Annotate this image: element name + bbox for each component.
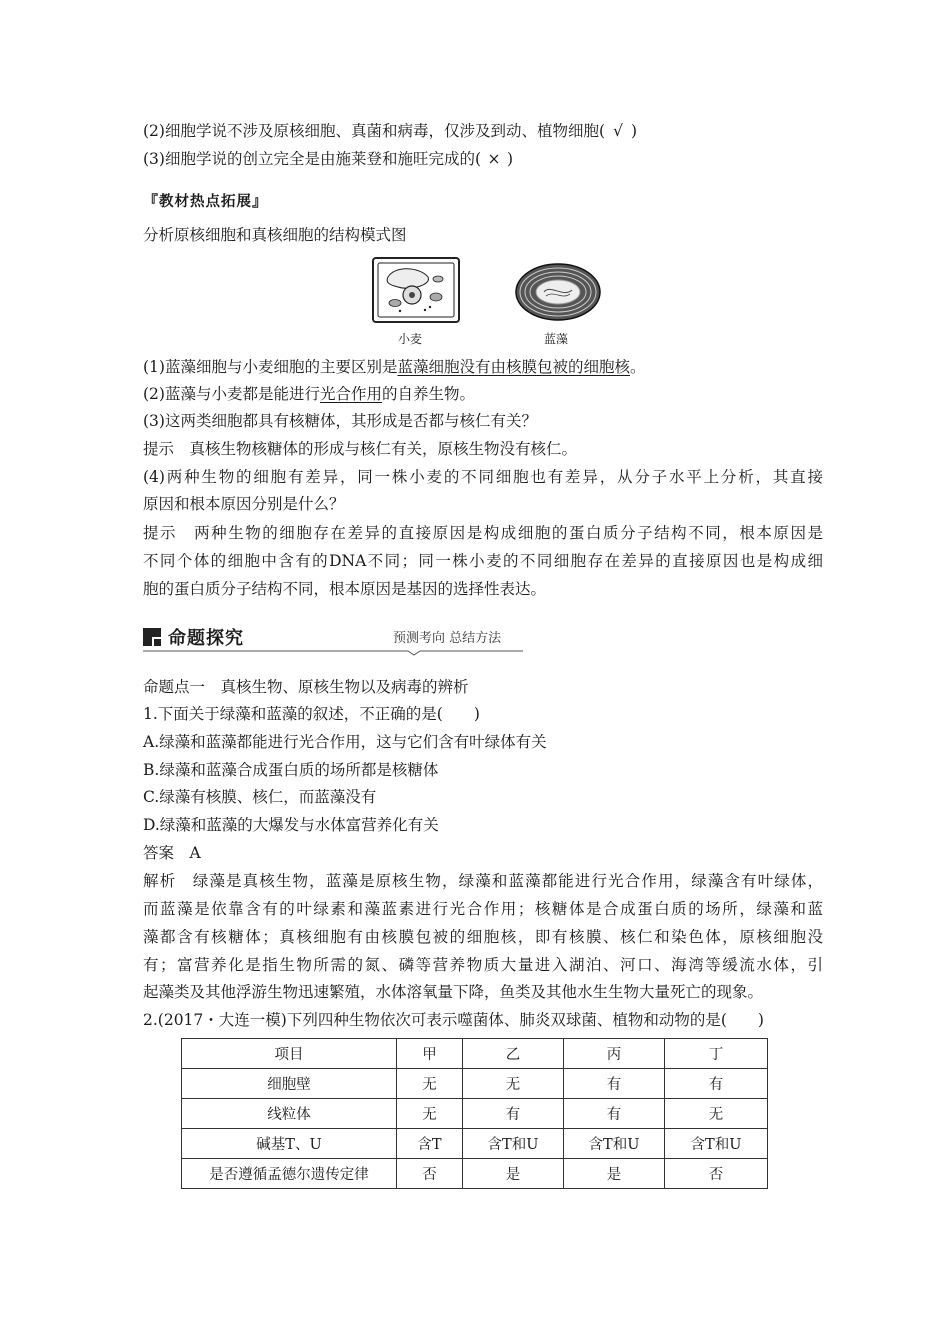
- question-1-explanation-2: 而蓝藻是依靠含有的叶绿素和藻蓝素进行光合作用；核糖体是合成蛋白质的场所，绿藻和蓝: [143, 900, 823, 918]
- analysis-q1-answer: 蓝藻细胞没有由核膜包被的细胞核: [397, 358, 630, 376]
- proposition-point-1: 命题点一 真核生物、原核生物以及病毒的辨析: [143, 678, 469, 696]
- statement-3: [143, 149, 513, 169]
- section-bracket-open: 『: [143, 192, 160, 210]
- analysis-intro: 分析原核细胞和真核细胞的结构模式图: [143, 226, 407, 244]
- banner-subtitle: 预测考向 总结方法: [393, 631, 502, 646]
- check-mark: √: [613, 122, 623, 140]
- cyanobacteria-cell-diagram: [514, 262, 602, 322]
- table-row: [182, 1129, 768, 1159]
- table-cell: 无: [397, 1099, 463, 1129]
- analysis-hint4-line1: 提示 两种生物的细胞存在差异的直接原因是构成细胞的蛋白质分子结构不同，根本原因是: [143, 524, 823, 542]
- table-cell: 含T和U: [463, 1129, 564, 1159]
- statement-2-close: ): [631, 122, 638, 140]
- statement-2: [143, 121, 637, 141]
- table-cell: 细胞壁: [182, 1069, 397, 1099]
- table-cell: 无: [397, 1069, 463, 1099]
- table-cell: 含T和U: [564, 1129, 665, 1159]
- analysis-hint4-line2: 不同个体的细胞中含有的DNA不同；同一株小麦的不同细胞存在差异的直接原因也是构成细: [143, 552, 823, 570]
- table-header-cell: 甲: [397, 1039, 463, 1069]
- question-2-stem: 2.(2017・大连一模)下列四种生物依次可表示噬菌体、肺炎双球菌、植物和动物的是( ): [143, 1011, 764, 1029]
- banner-square-icon: [143, 628, 161, 646]
- table-cell: 是否遵循孟德尔遗传定律: [182, 1159, 397, 1189]
- table-header-cell: 乙: [463, 1039, 564, 1069]
- analysis-q1: [143, 357, 646, 377]
- table-cell: 有: [564, 1069, 665, 1099]
- analysis-hint3: 提示 真核生物核糖体的形成与核仁有关，原核生物没有核仁。: [143, 440, 578, 458]
- question-1-stem: 1.下面关于绿藻和蓝藻的叙述，不正确的是( ): [143, 705, 480, 723]
- table-cell: 无: [665, 1099, 768, 1129]
- table-header-row: [182, 1039, 768, 1069]
- table-cell: 碱基T、U: [182, 1129, 397, 1159]
- analysis-q3: (3)这两类细胞都具有核糖体，其形成是否都与核仁有关？: [143, 412, 537, 430]
- question-1-option-a: A.绿藻和蓝藻都能进行光合作用，这与它们含有叶绿体有关: [143, 733, 547, 751]
- banner-underline: [143, 648, 523, 656]
- section-heading: [143, 190, 268, 211]
- organism-comparison-table: [181, 1038, 768, 1189]
- analysis-q2-prefix: (2)蓝藻与小麦都是能进行: [143, 385, 320, 403]
- statement-2-text: (2)细胞学说不涉及原核细胞、真菌和病毒，仅涉及到动、植物细胞(: [143, 122, 606, 140]
- question-1-explanation-3: 藻都含有核糖体；真核细胞有由核膜包被的细胞核，即有核膜、核仁和染色体，原核细胞没: [143, 928, 823, 946]
- question-1-explanation-5: 起藻类及其他浮游生物迅速繁殖，水体溶氧量下降，鱼类及其他水生生物大量死亡的现象。: [143, 983, 764, 1001]
- table-cell: 有: [564, 1099, 665, 1129]
- wheat-cell-diagram: [370, 255, 462, 325]
- analysis-q4-line1: (4)两种生物的细胞有差异，同一株小麦的不同细胞也有差异，从分子水平上分析，其直接: [143, 468, 823, 486]
- analysis-q4-line2: 原因和根本原因分别是什么？: [143, 495, 345, 513]
- question-1-explanation-4: 有；富营养化是指生物所需的氮、磷等营养物质大量进入湖泊、河口、海湾等缓流水体，引: [143, 956, 823, 974]
- section-title: 教材热点拓展: [159, 194, 253, 210]
- table-cell: 含T: [397, 1129, 463, 1159]
- analysis-q1-prefix: (1)蓝藻细胞与小麦细胞的主要区别是: [143, 358, 398, 376]
- banner-title: 命题探究: [168, 628, 244, 649]
- table-row: [182, 1159, 768, 1189]
- question-1-option-b: B.绿藻和蓝藻合成蛋白质的场所都是核糖体: [143, 761, 439, 779]
- table-cell: 线粒体: [182, 1099, 397, 1129]
- analysis-q2-suffix: 的自养生物。: [381, 385, 475, 403]
- wheat-label: 小麦: [398, 332, 423, 346]
- section-banner: [143, 624, 523, 654]
- question-1-answer: 答案 A: [143, 844, 201, 862]
- table-cell: 有: [463, 1099, 564, 1129]
- analysis-hint4-line3: 胞的蛋白质分子结构不同，根本原因是基因的选择性表达。: [143, 580, 547, 598]
- question-1-explanation-1: 解析 绿藻是真核生物，蓝藻是原核生物，绿藻和蓝藻都能进行光合作用，绿藻含有叶绿体，: [143, 872, 823, 890]
- cyanobacteria-label: 蓝藻: [544, 332, 569, 346]
- cross-mark: ×: [487, 150, 501, 168]
- table-cell: 含T和U: [665, 1129, 768, 1159]
- statement-3-text: (3)细胞学说的创立完全是由施莱登和施旺完成的(: [143, 150, 482, 168]
- table-cell: 是: [463, 1159, 564, 1189]
- table-header-cell: 丁: [665, 1039, 768, 1069]
- statement-3-close: ): [507, 150, 514, 168]
- table-header-cell: 项目: [182, 1039, 397, 1069]
- analysis-q1-suffix: 。: [629, 358, 646, 376]
- analysis-q2-answer: 光合作用: [319, 385, 382, 403]
- question-1-option-c: C.绿藻有核膜、核仁，而蓝藻没有: [143, 788, 377, 806]
- question-1-option-d: D.绿藻和蓝藻的大爆发与水体富营养化有关: [143, 816, 439, 834]
- table-cell: 无: [463, 1069, 564, 1099]
- table-cell: 是: [564, 1159, 665, 1189]
- table-cell: 否: [665, 1159, 768, 1189]
- table-row: [182, 1099, 768, 1129]
- table-cell: 有: [665, 1069, 768, 1099]
- section-bracket-close: 』: [252, 192, 269, 210]
- table-cell: 否: [397, 1159, 463, 1189]
- table-header-cell: 丙: [564, 1039, 665, 1069]
- analysis-q2: [143, 384, 475, 404]
- table-row: [182, 1069, 768, 1099]
